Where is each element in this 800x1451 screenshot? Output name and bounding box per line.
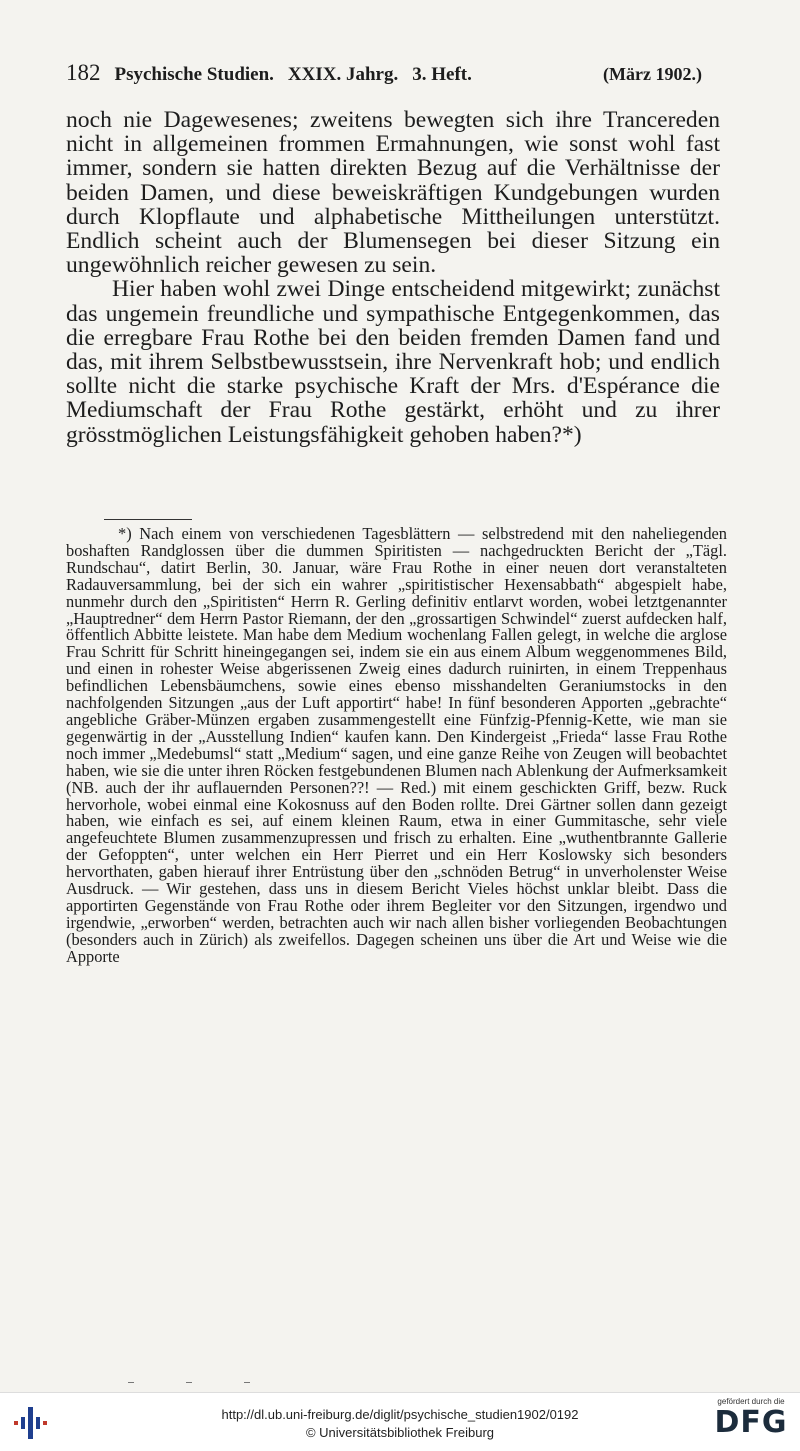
copyright-notice: © Universitätsbibliothek Freiburg [305, 1425, 495, 1440]
dfg-logo-text: DFG [714, 1405, 788, 1440]
journal-title: Psychische Studien. [114, 64, 274, 85]
page-number: 182 [66, 60, 101, 85]
page-bottom-marks [128, 1382, 308, 1383]
footnote [66, 526, 727, 966]
footnote-text: *) Nach einem von verschiedenen Tagesblättern — selbstredend mit den naheliegenden boshaften Randglossen über die dummen Spiritisten — nachgedruckten Bericht der „Tägl. Rundschau“, datirt Berlin, 30. Januar, wäre Frau Rothe in einer neuen dort veranstalteten Radauversammlung, bei der sich ein wahrer „spiritistischer Hexensabbath“ abgespielt habe, nunmehr durch den „Spiritisten“ Herrn R. Gerling definitiv entlarvt worden, wobei letztgenannter „Hauptredner“ dem Herrn Pastor Riemann, der den „grossartigen Schwindel“ zuerst aufdecken half, öffentlich Abbitte leistete. Man habe dem Medium wochenlang Fallen gelegt, in welche die arglose Frau Schritt für Schritt hineingegangen sei, indem sie ein aus einem Album weggenommenes Bild, und einen in rohester Weise abgerissenen Zweig eines dadurch ruinirten, in einem Treppenhaus befindlichen Lebensbäumchens, sowie eines ebenso misshandelten Geraniumstocks in den nachfolgenden Sitzungen „aus der Luft apportirt“ habe! In fünf besonderen Apporten „gebrachte“ angebliche Gräber-Münzen ergaben zusammengestellt eine Fünfzig-Pfennig-Kette, wie man sie gegenwärtig in der „Ausstellung Indien“ kaufen kann. Den Kindergeist „Frieda“ lasse Frau Rothe noch immer „Medebumsl“ statt „Medium“ sagen, und eine ganze Reihe von Zeugen will beobachtet haben, wie sie die unter ihren Röcken festgebundenen Blumen nach Ablenkung der Aufmerksamkeit (NB. auch der ihr auflauernden Personen??! — Red.) mit einem geschickten Griff, bezw. Ruck hervorhole, wobei einmal eine Kokosnuss auf den Boden rollte. Drei Gärtner sollen dann gezeigt haben, wie einfach es sei, auf einem kleinen Raum, etwa in einer Gummitasche, sehr viele angefeuchtete Blumen zusammenzupressen und frisch zu erhalten. Eine „wuthentbrannte Gallerie der Gefoppten“, unter welchen ein Herr Pierret und ein Herr Koslowsky sich besonders hervorthaten, gaben hierauf ihrer Entrüstung über den „schnöden Betrug“ in unverholenster Weise Ausdruck. — Wir gestehen, dass uns in diesem Bericht Vieles höchst unklar bleibt. Dass die apportirten Gegenstände von Frau Rothe oder ihrem Begleiter vor den Sitzungen, irgendwo und irgendwie, „erworben“ werden, betrachten auch wir nach allen bisher vorliegenden Beobachtungen (besonders auch in Zürich) als zweifellos. Dagegen scheinen uns über die Art und Weise wie die Apporte [66, 524, 727, 966]
volume-label: XXIX. Jahrg. [287, 64, 399, 85]
main-text [66, 108, 720, 447]
viewer-footer [0, 1392, 800, 1451]
dfg-tagline: gefördert durch die [717, 1397, 785, 1406]
body-paragraph-2: Hier haben wohl zwei Dinge entscheidend mitgewirkt; zunächst das ungemein freundliche und sympathische Entgegenkommen, das die erregbare Frau Rothe bei den beiden fremden Damen fand und das, mit ihrem Selbstbewusstsein, ihre Nervenkraft hob; und endlich sollte nicht die starke psychische Kraft der Mrs. d'Espérance die Mediumschaft der Frau Rothe gestärkt, erhöht und zu ihrer grösstmöglichen Leistungsfähigkeit gehoben haben?*) [66, 276, 720, 448]
issue-date: (März 1902.) [603, 64, 702, 84]
issue-label: 3. Heft. [412, 64, 472, 85]
permalink-url[interactable]: http://dl.ub.uni-freiburg.de/diglit/psychische_studien1902/0192 [221, 1407, 579, 1422]
body-paragraph-1: noch nie Dagewesenes; zweitens bewegten sich ihre Trancereden nicht in allgemeinen frommen Ermahnungen, wie sonst wohl fast immer, sondern sie hatten direkten Bezug auf die Verhältnisse der beiden Damen, und diese beweiskräftigen Kundgebungen wurden durch Klopflaute und alphabetische Mittheilungen unterstützt. Endlich scheint auch der Blumensegen bei dieser Sitzung ein ungewöhnlich reicher gewesen zu sein. [66, 107, 720, 279]
footnote-divider [104, 519, 192, 520]
running-header [66, 60, 702, 86]
mark [128, 1382, 134, 1383]
mark [186, 1382, 192, 1383]
mark [244, 1382, 250, 1383]
dfg-logo-icon [706, 1397, 796, 1447]
